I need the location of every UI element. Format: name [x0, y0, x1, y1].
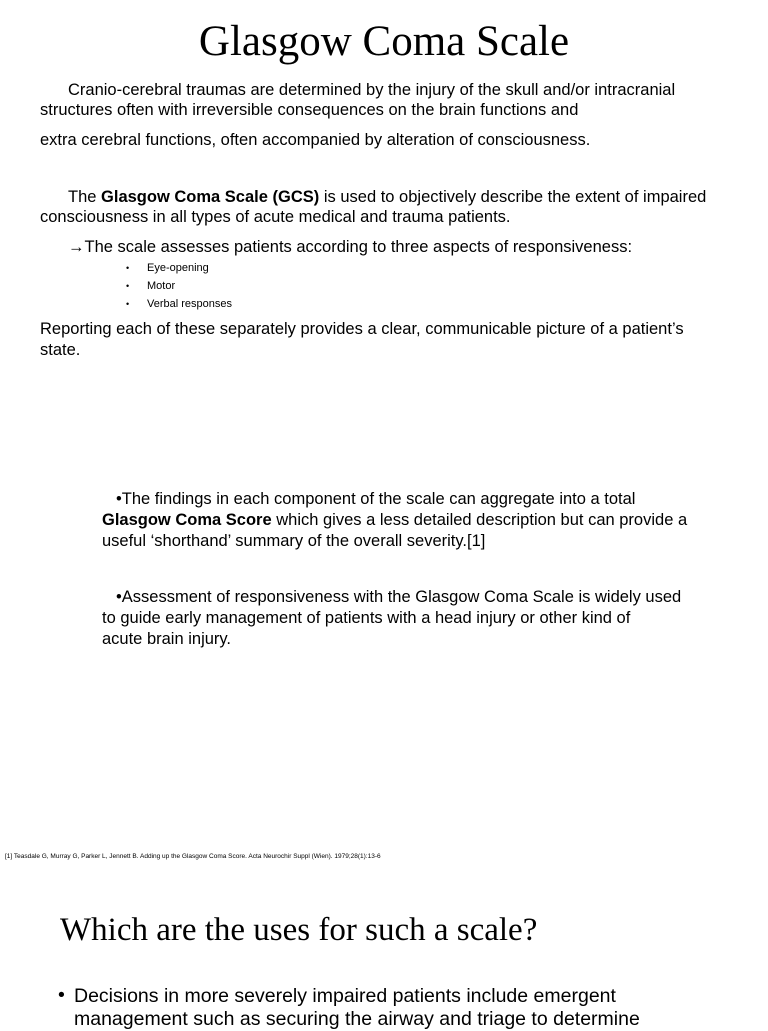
aspect-label: Verbal responses — [147, 298, 232, 310]
gcs-prefix: The — [68, 188, 102, 206]
findings-line-1: •The findings in each component of the scale can aggregate into a total — [116, 490, 636, 508]
bullet-icon: • — [58, 984, 65, 1006]
aspect-item — [126, 277, 176, 295]
bullet-icon: • — [126, 263, 130, 273]
bullet-icon: • — [126, 299, 130, 309]
assessment-line-1: •Assessment of responsiveness with the Glasgow Coma Scale is widely used — [116, 588, 682, 606]
slide-title: Glasgow Coma Scale — [198, 18, 570, 65]
findings-line-2 — [102, 510, 687, 530]
aspect-label: Eye-opening — [147, 262, 209, 274]
gcs-definition-line-1 — [68, 187, 706, 207]
bullet-icon: • — [126, 281, 130, 291]
aspect-item — [126, 295, 232, 313]
aspect-item — [126, 259, 209, 277]
uses-bullet-line-1: Decisions in more severely impaired patients include emergent — [74, 985, 616, 1007]
assessment-line-3: acute brain injury. — [102, 630, 232, 648]
reporting-line-2: state. — [40, 341, 81, 359]
gcs-definition-line-2: consciousness in all types of acute medical and trauma patients. — [40, 208, 511, 226]
findings-line-3: useful ‘shorthand’ summary of the overall severity.[1] — [102, 532, 486, 550]
gcs-term: Glasgow Coma Scale (GCS) — [101, 188, 320, 206]
assessment-line-2: to guide early management of patients with a head injury or other kind of — [102, 609, 631, 627]
slide-2-heading: Which are the uses for such a scale? — [60, 912, 538, 948]
reporting-line-1: Reporting each of these separately provides a clear, communicable picture of a patient’s — [40, 320, 684, 338]
intro-line-1: Cranio-cerebral traumas are determined by the injury of the skull and/or intracranial — [68, 81, 676, 99]
reference-footnote: [1] Teasdale G, Murray G, Parker L, Jennett B. Adding up the Glasgow Coma Score. Acta Neurochir Suppl (Wien). 1979;28(1):13-6 — [5, 853, 381, 860]
findings-rest: which gives a less detailed description but can provide a — [271, 511, 688, 529]
intro-line-3: extra cerebral functions, often accompanied by alteration of consciousness. — [40, 131, 591, 149]
intro-line-2: structures often with irreversible consequences on the brain functions and — [40, 101, 579, 119]
gcs-suffix: is used to objectively describe the extent of impaired — [319, 188, 707, 206]
aspects-intro: →The scale assesses patients according to three aspects of responsiveness: — [68, 238, 633, 256]
aspect-label: Motor — [147, 280, 176, 292]
findings-term: Glasgow Coma Score — [102, 511, 272, 529]
uses-bullet-line-2: management such as securing the airway and triage to determine — [74, 1008, 640, 1030]
